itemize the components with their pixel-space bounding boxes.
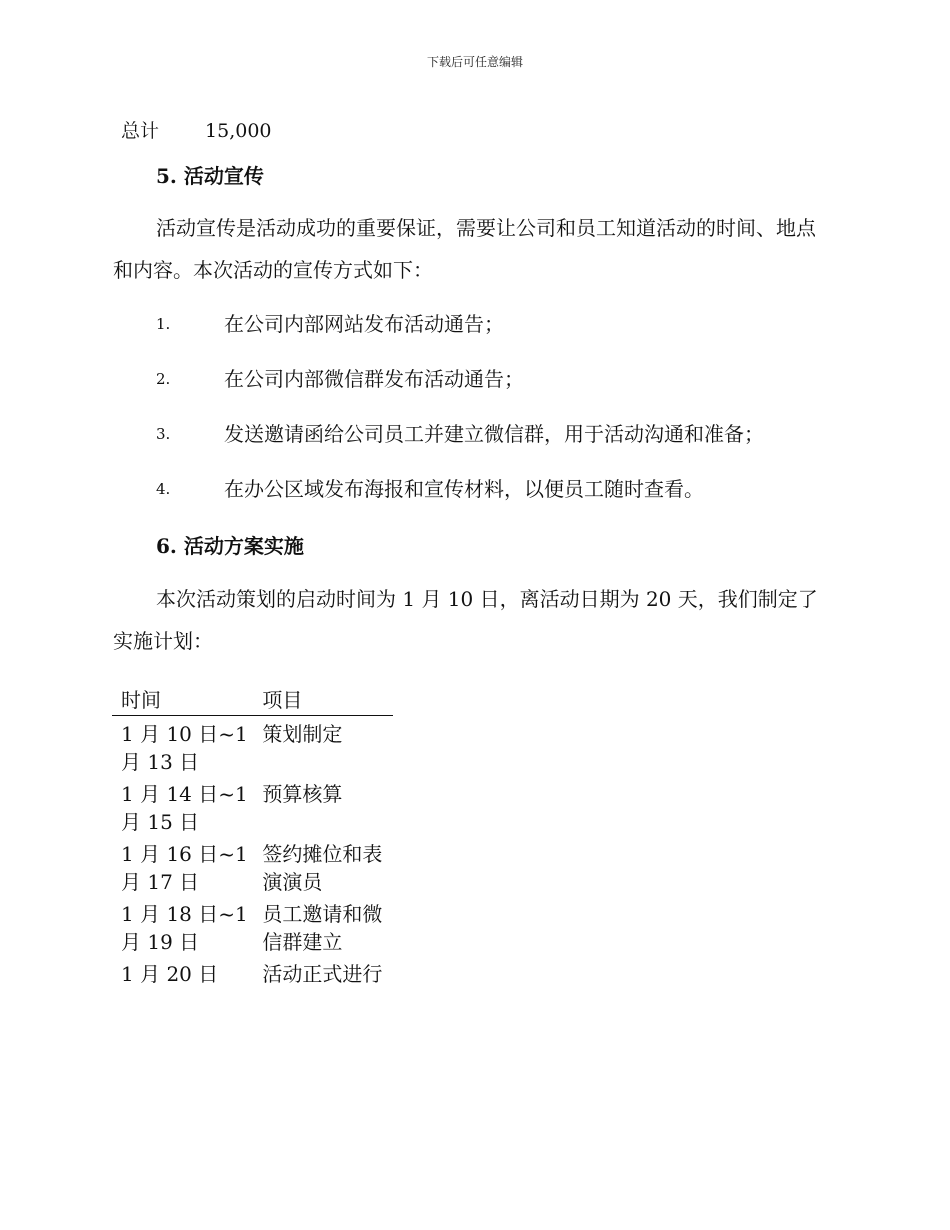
table-cell-time: 1 月 14 日~1 月 15 日 (121, 782, 248, 834)
publicity-intro-paragraph: 活动宣传是活动成功的重要保证，需要让公司和员工知道活动的时间、地点和内容。本次活动的宣传方式如下： (113, 216, 816, 282)
table-cell-item: 预算核算 (262, 782, 343, 806)
table-cell-item: 策划制定 (262, 722, 343, 746)
table-header-time: 时间 (112, 683, 253, 716)
table-row (112, 956, 393, 1015)
section-heading-publicity: 5. 活动宣传 (156, 164, 264, 188)
list-item-text: 在公司内部网站发布活动通告； (224, 312, 504, 336)
table-row (112, 896, 393, 956)
implementation-schedule-table (112, 683, 393, 1015)
table-cell-time: 1 月 18 日~1 月 19 日 (121, 902, 248, 954)
table-row (112, 836, 393, 896)
table-cell-item: 签约摊位和表演演员 (262, 842, 383, 894)
table-row (112, 716, 393, 777)
list-item-number: 3. (156, 425, 171, 443)
list-item-text: 在公司内部微信群发布活动通告； (224, 367, 524, 391)
list-item-text: 发送邀请函给公司员工并建立微信群，用于活动沟通和准备； (224, 422, 764, 446)
table-header-row (112, 683, 393, 716)
list-item (156, 306, 764, 361)
table-cell-time: 1 月 16 日~1 月 17 日 (121, 842, 248, 894)
table-cell-item: 员工邀请和微信群建立 (262, 902, 383, 954)
table-row (112, 776, 393, 836)
table-cell-time: 1 月 20 日 (121, 962, 219, 986)
list-item (156, 471, 764, 526)
budget-total-label: 总计 (121, 120, 160, 142)
budget-total-line (121, 116, 272, 143)
table-cell-time: 1 月 10 日~1 月 13 日 (121, 722, 248, 774)
list-item (156, 416, 764, 471)
implementation-intro-paragraph: 本次活动策划的启动时间为 1 月 10 日，离活动日期为 20 天，我们制定了实施计划： (113, 587, 818, 653)
table-header-item: 项目 (253, 683, 393, 716)
table-cell-item: 活动正式进行 (262, 962, 383, 986)
section-heading-implementation: 6. 活动方案实施 (156, 534, 304, 558)
publicity-methods-list (156, 306, 764, 526)
list-item-number: 1. (156, 315, 171, 333)
list-item-number: 4. (156, 480, 171, 498)
list-item-text: 在办公区域发布海报和宣传材料，以便员工随时查看。 (224, 477, 704, 501)
list-item-number: 2. (156, 370, 171, 388)
budget-total-value: 15,000 (205, 120, 272, 142)
list-item (156, 361, 764, 416)
page-header-note: 下载后可任意编辑 (426, 55, 523, 69)
